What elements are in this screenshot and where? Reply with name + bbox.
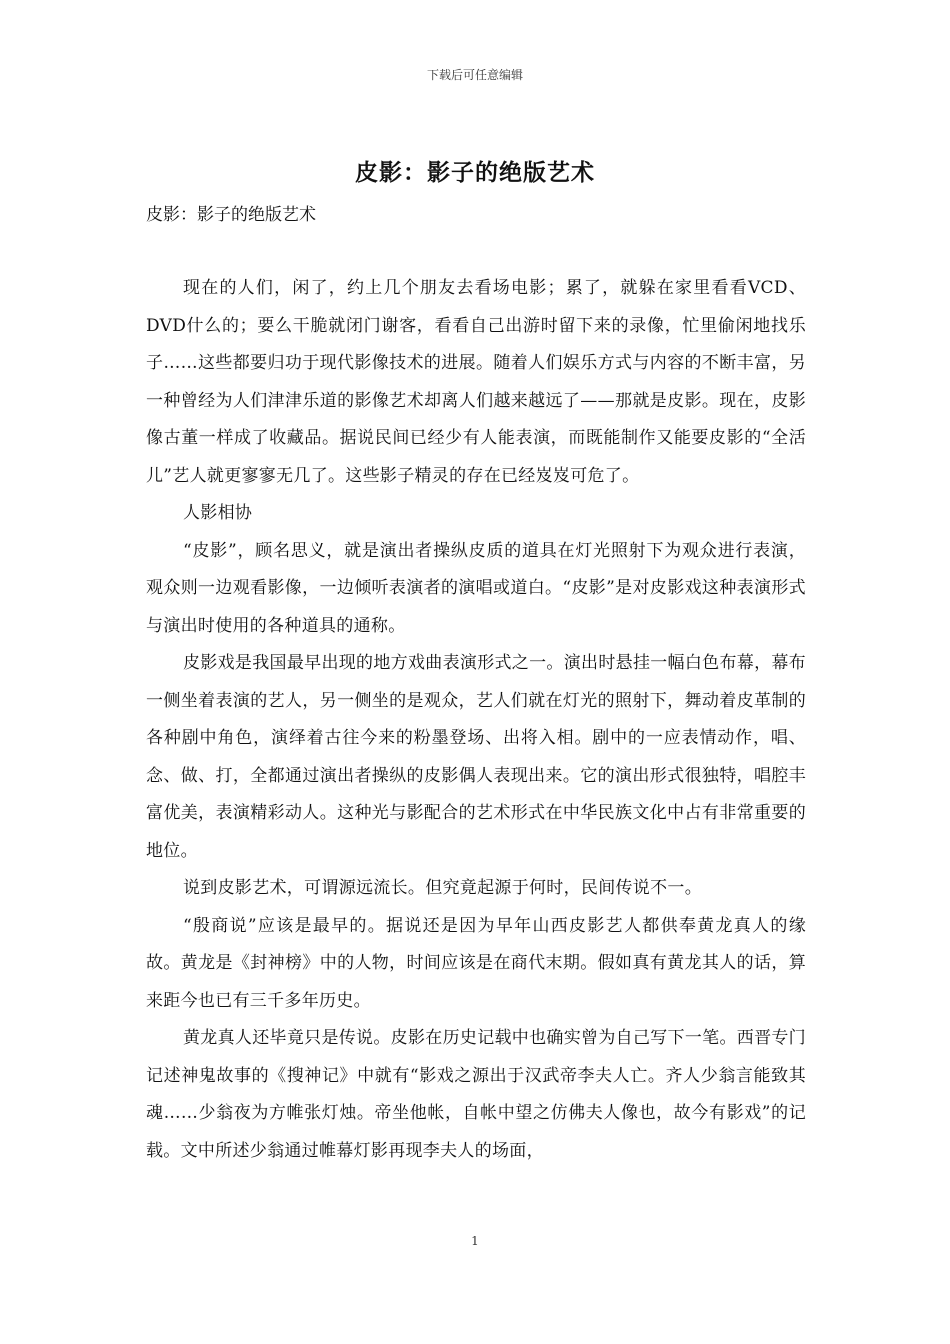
paragraph: “殷商说”应该是最早的。据说还是因为早年山西皮影艺人都供奉黄龙真人的缘故。黄龙是《封神榜》中的人物，时间应该是在商代末期。假如真有黄龙其人的话，算来距今也已有三千多年历史。 (146, 915, 806, 1011)
paragraph: 皮影戏是我国最早出现的地方戏曲表演形式之一。演出时悬挂一幅白色布幕，幕布一侧坐着表演的艺人，另一侧坐的是观众，艺人们就在灯光的照射下，舞动着皮革制的各种剧中角色，演绎着古往今来的粉墨登场、出将入相。剧中的一应表情动作，唱、念、做、打，全都通过演出者操纵的皮影偶人表现出来。它的演出形式很独特，唱腔丰富优美，表演精彩动人。这种光与影配合的艺术形式在中华民族文化中占有非常重要的地位。 (146, 653, 806, 861)
header-note: 下载后可任意编辑 (426, 68, 523, 82)
document-title: 皮影：影子的绝版艺术 (355, 159, 595, 186)
paragraph: 说到皮影艺术，可谓源远流长。但究竟起源于何时，民间传说不一。 (183, 878, 702, 898)
body-text (146, 270, 806, 1170)
document-subtitle: 皮影：影子的绝版艺术 (146, 205, 316, 225)
paragraph: 现在的人们，闲了，约上几个朋友去看场电影；累了，就躲在家里看看VCD、DVD什么的；要么干脆就闭门谢客，看看自己出游时留下来的录像，忙里偷闲地找乐子……这些都要归功于现代影像技术的进展。随着人们娱乐方式与内容的不断丰富，另一种曾经为人们津津乐道的影像艺术却离人们越来越远了——那就是皮影。现在，皮影像古董一样成了收藏品。据说民间已经少有人能表演，而既能制作又能要皮影的“全活儿”艺人就更寥寥无几了。这些影子精灵的存在已经岌岌可危了。 (146, 278, 806, 486)
paragraph: “皮影”，顾名思义，就是演出者操纵皮质的道具在灯光照射下为观众进行表演，观众则一边观看影像，一边倾听表演者的演唱或道白。“皮影”是对皮影戏这种表演形式与演出时使用的各种道具的通称。 (146, 540, 806, 636)
section-heading: 人影相协 (183, 503, 253, 523)
page-number: 1 (471, 1234, 479, 1248)
paragraph: 黄龙真人还毕竟只是传说。皮影在历史记载中也确实曾为自己写下一笔。西晋专门记述神鬼故事的《搜神记》中就有“影戏之源出于汉武帝李夫人亡。齐人少翁言能致其魂……少翁夜为方帷张灯烛。帝坐他帐，自帐中望之仿佛夫人像也，故今有影戏”的记载。文中所述少翁通过帷幕灯影再现李夫人的场面， (146, 1028, 806, 1161)
